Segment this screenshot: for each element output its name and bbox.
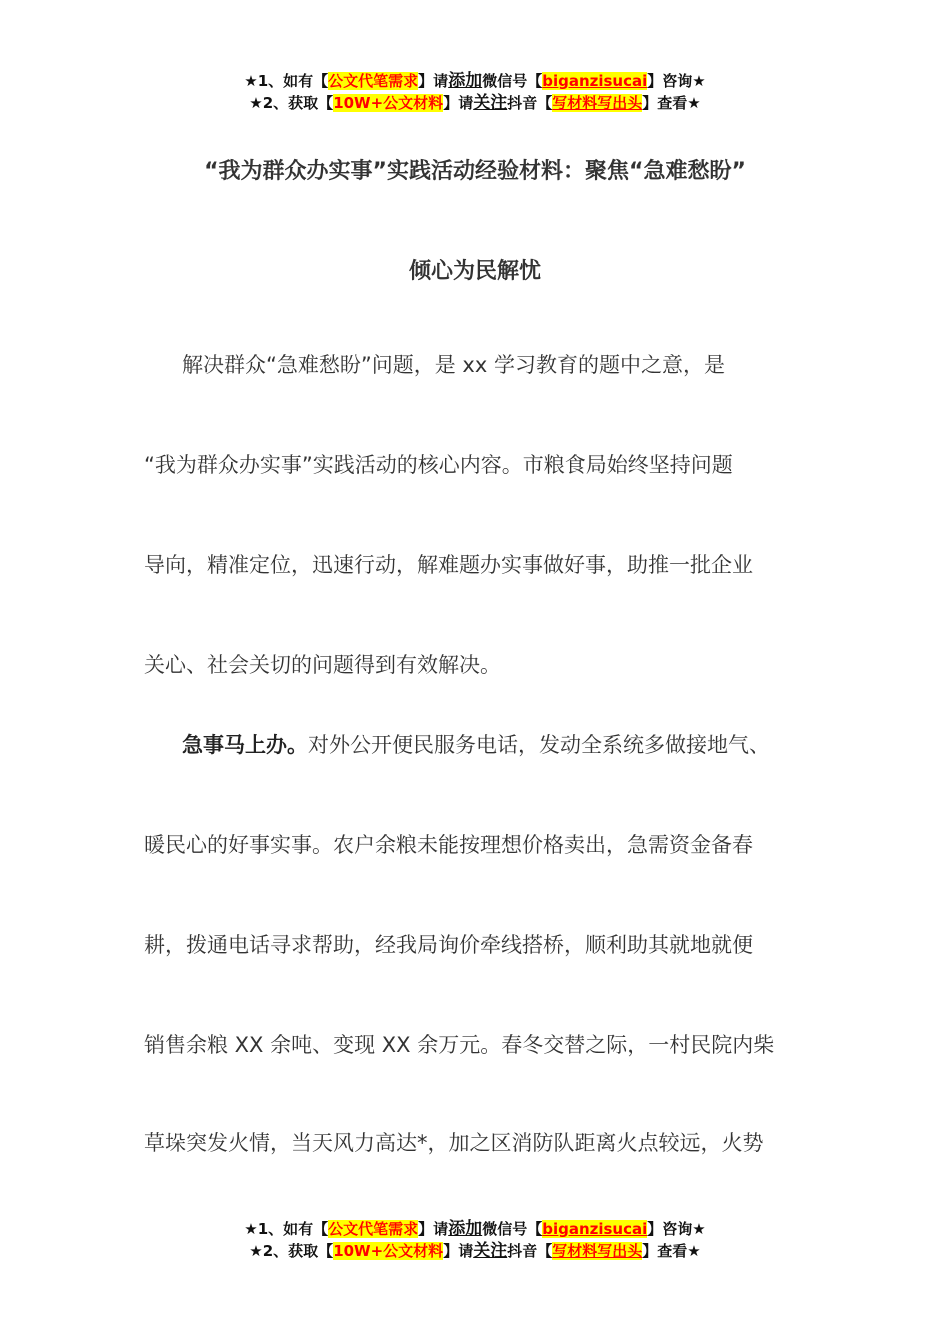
highlight-text: 公文代笔需求 (328, 72, 419, 90)
highlight-text: 10W+公文材料 (333, 1242, 444, 1260)
promo-line-2: ★2、获取【10W+公文材料】请关注抖音【写材料写出头】查看★ (249, 93, 701, 113)
body-line: 导向，精准定位，迅速行动，解难题办实事做好事，助推一批企业 (144, 553, 753, 577)
wechat-id: biganzisucai (542, 72, 648, 90)
body-line: 草垛突发火情，当天风力高达*，加之区消防队距离火点较远，火势 (144, 1131, 764, 1155)
douyin-id: 写材料写出头 (552, 94, 643, 112)
doc-title-line-2: 倾心为民解忧 (408, 259, 541, 284)
promo-footer-bottom (0, 1218, 950, 1262)
promo-header-top (0, 70, 950, 114)
promo-line-1: ★1、如有【公文代笔需求】请添加微信号【biganzisucai】咨询★ (244, 71, 706, 91)
body-line: 暖民心的好事实事。农户余粮未能按理想价格卖出，急需资金备春 (144, 833, 753, 857)
highlight-text: 公文代笔需求 (328, 1220, 419, 1238)
promo-line-1: ★1、如有【公文代笔需求】请添加微信号【biganzisucai】咨询★ (244, 1219, 706, 1239)
underlined-text: 关注 (473, 1241, 508, 1261)
body-line: 耕，拨通电话寻求帮助，经我局询价牵线搭桥，顺利助其就地就便 (144, 933, 753, 957)
wechat-id: biganzisucai (542, 1220, 648, 1238)
underlined-text: 添加 (448, 1219, 483, 1239)
body-line: “我为群众办实事”实践活动的核心内容。市粮食局始终坚持问题 (144, 453, 733, 477)
promo-line-2: ★2、获取【10W+公文材料】请关注抖音【写材料写出头】查看★ (249, 1241, 701, 1261)
body-line: 解决群众“急难愁盼”问题，是 xx 学习教育的题中之意，是 (182, 353, 725, 377)
douyin-id: 写材料写出头 (552, 1242, 643, 1260)
body-line-p2: 急事马上办。对外公开便民服务电话，发动全系统多做接地气、 (182, 733, 770, 757)
underlined-text: 添加 (448, 71, 483, 91)
body-line: 销售余粮 XX 余吨、变现 XX 余万元。春冬交替之际，一村民院内柴 (144, 1033, 775, 1057)
underlined-text: 关注 (473, 93, 508, 113)
doc-title-line-1: “我为群众办实事”实践活动经验材料：聚焦“急难愁盼” (204, 159, 746, 184)
body-line: 关心、社会关切的问题得到有效解决。 (144, 653, 501, 677)
paragraph-heading: 急事马上办。 (182, 733, 308, 757)
highlight-text: 10W+公文材料 (333, 94, 444, 112)
